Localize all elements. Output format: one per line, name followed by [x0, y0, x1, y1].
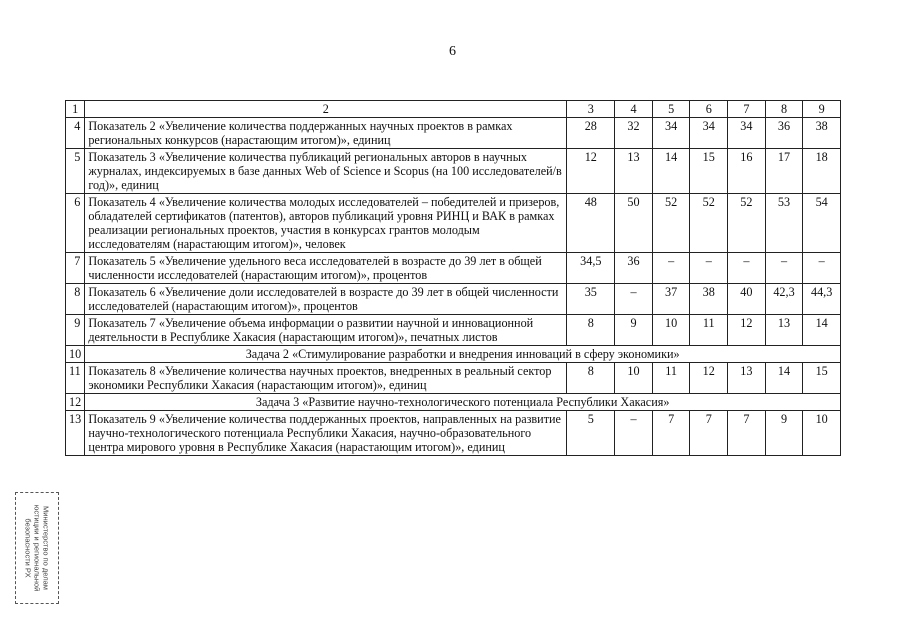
task-title-cell: Задача 3 «Развитие научно-технологического потенциала Республики Хакасия»: [85, 394, 841, 411]
indicator-value-cell: –: [615, 411, 653, 456]
indicator-description-cell: Показатель 5 «Увеличение удельного веса исследователей в возрасте до 39 лет в общей численности исследователей (нарастающим итогом)», процентов: [85, 253, 567, 284]
indicator-value-cell: 16: [728, 149, 766, 194]
indicator-value-cell: 50: [615, 194, 653, 253]
row-number-cell: 8: [66, 284, 85, 315]
header-cell: 3: [567, 101, 615, 118]
indicator-description-cell: Показатель 3 «Увеличение количества публикаций региональных авторов в научных журналах, индексируемых в базе данных Web of Science и Scopus (на 100 исследователей/в год)», единиц: [85, 149, 567, 194]
indicator-value-cell: 11: [652, 363, 690, 394]
header-cell: 2: [85, 101, 567, 118]
indicator-value-cell: 34: [690, 118, 728, 149]
indicator-value-cell: 28: [567, 118, 615, 149]
stamp-line: Министерство по делам: [41, 506, 51, 590]
header-cell: 5: [652, 101, 690, 118]
task-row: [66, 346, 841, 363]
row-number-cell: 4: [66, 118, 85, 149]
indicator-value-cell: 15: [803, 363, 841, 394]
indicator-value-cell: 15: [690, 149, 728, 194]
table-row: [66, 118, 841, 149]
indicator-value-cell: 14: [803, 315, 841, 346]
table-body: [66, 101, 841, 456]
header-cell: 4: [615, 101, 653, 118]
indicator-value-cell: 44,3: [803, 284, 841, 315]
indicator-value-cell: 18: [803, 149, 841, 194]
table-row: [66, 411, 841, 456]
indicator-value-cell: 11: [690, 315, 728, 346]
table-row: [66, 149, 841, 194]
row-number-cell: 9: [66, 315, 85, 346]
indicator-description-cell: Показатель 9 «Увеличение количества поддержанных проектов, направленных на развитие научно-технологического потенциала Республики Хакасия, научно-образовательного центра мирового уровня в Республике Хакасия (нарастающим итогом)», единиц: [85, 411, 567, 456]
indicator-value-cell: 34,5: [567, 253, 615, 284]
stamp-line: безопасности РХ: [23, 518, 33, 578]
indicator-value-cell: 13: [728, 363, 766, 394]
indicator-value-cell: 34: [728, 118, 766, 149]
indicator-value-cell: 42,3: [765, 284, 803, 315]
indicator-value-cell: 53: [765, 194, 803, 253]
indicator-value-cell: –: [652, 253, 690, 284]
row-number-cell: 11: [66, 363, 85, 394]
indicator-value-cell: 32: [615, 118, 653, 149]
indicator-description-cell: Показатель 2 «Увеличение количества поддержанных научных проектов в рамках региональных конкурсов (нарастающим итогом)», единиц: [85, 118, 567, 149]
indicator-value-cell: 10: [652, 315, 690, 346]
indicator-value-cell: 9: [765, 411, 803, 456]
indicator-value-cell: 10: [803, 411, 841, 456]
header-cell: 8: [765, 101, 803, 118]
indicator-value-cell: 5: [567, 411, 615, 456]
task-row: [66, 394, 841, 411]
row-number-cell: 12: [66, 394, 85, 411]
indicator-value-cell: 52: [690, 194, 728, 253]
indicator-value-cell: 36: [765, 118, 803, 149]
ministry-stamp: [15, 492, 59, 604]
indicator-description-cell: Показатель 7 «Увеличение объема информации о развитии научной и инновационной деятельности в Республике Хакасия (нарастающим итогом)», печатных листов: [85, 315, 567, 346]
indicator-description-cell: Показатель 6 «Увеличение доли исследователей в возрасте до 39 лет в общей численности исследователей (нарастающим итогом)», процентов: [85, 284, 567, 315]
indicator-value-cell: 13: [615, 149, 653, 194]
indicator-value-cell: 52: [652, 194, 690, 253]
indicator-value-cell: 17: [765, 149, 803, 194]
indicator-value-cell: –: [690, 253, 728, 284]
row-number-cell: 10: [66, 346, 85, 363]
indicator-value-cell: 38: [803, 118, 841, 149]
indicator-value-cell: 12: [728, 315, 766, 346]
indicators-table: [65, 100, 841, 456]
indicator-value-cell: 7: [652, 411, 690, 456]
table-row: [66, 194, 841, 253]
indicator-value-cell: 36: [615, 253, 653, 284]
stamp-text: [24, 505, 51, 592]
indicator-value-cell: 8: [567, 363, 615, 394]
indicator-value-cell: 52: [728, 194, 766, 253]
row-number-cell: 7: [66, 253, 85, 284]
indicator-value-cell: 14: [652, 149, 690, 194]
indicator-description-cell: Показатель 4 «Увеличение количества молодых исследователей – победителей и призеров, обладателей сертификатов (патентов), авторов публикаций уровня РИНЦ и ВАК в рамках реализации региональных проектов, участия в конкурсах грантов молодым исследователям (нарастающим итогом)», человек: [85, 194, 567, 253]
table-row: [66, 284, 841, 315]
row-number-cell: 13: [66, 411, 85, 456]
indicator-value-cell: 40: [728, 284, 766, 315]
indicator-value-cell: 12: [690, 363, 728, 394]
indicator-value-cell: 7: [690, 411, 728, 456]
table-row: [66, 363, 841, 394]
table-header-row: [66, 101, 841, 118]
indicator-value-cell: 14: [765, 363, 803, 394]
row-number-cell: 5: [66, 149, 85, 194]
page-number: 6: [449, 44, 456, 59]
header-cell: 6: [690, 101, 728, 118]
indicator-value-cell: 38: [690, 284, 728, 315]
header-cell: 1: [66, 101, 85, 118]
indicator-value-cell: 48: [567, 194, 615, 253]
indicator-value-cell: 8: [567, 315, 615, 346]
header-cell: 9: [803, 101, 841, 118]
row-number-cell: 6: [66, 194, 85, 253]
indicator-value-cell: 12: [567, 149, 615, 194]
table-row: [66, 315, 841, 346]
indicator-value-cell: 35: [567, 284, 615, 315]
indicator-value-cell: –: [765, 253, 803, 284]
stamp-line: юстиции и региональной: [32, 504, 42, 592]
indicator-value-cell: –: [728, 253, 766, 284]
indicator-value-cell: 7: [728, 411, 766, 456]
indicator-value-cell: –: [803, 253, 841, 284]
indicator-value-cell: 37: [652, 284, 690, 315]
indicator-value-cell: –: [615, 284, 653, 315]
indicator-value-cell: 54: [803, 194, 841, 253]
indicator-value-cell: 10: [615, 363, 653, 394]
table-row: [66, 253, 841, 284]
indicator-description-cell: Показатель 8 «Увеличение количества научных проектов, внедренных в реальный сектор экономики Республики Хакасия (нарастающим итогом)», единиц: [85, 363, 567, 394]
indicator-value-cell: 34: [652, 118, 690, 149]
indicator-value-cell: 9: [615, 315, 653, 346]
header-cell: 7: [728, 101, 766, 118]
task-title-cell: Задача 2 «Стимулирование разработки и внедрения инноваций в сферу экономики»: [85, 346, 841, 363]
indicator-value-cell: 13: [765, 315, 803, 346]
